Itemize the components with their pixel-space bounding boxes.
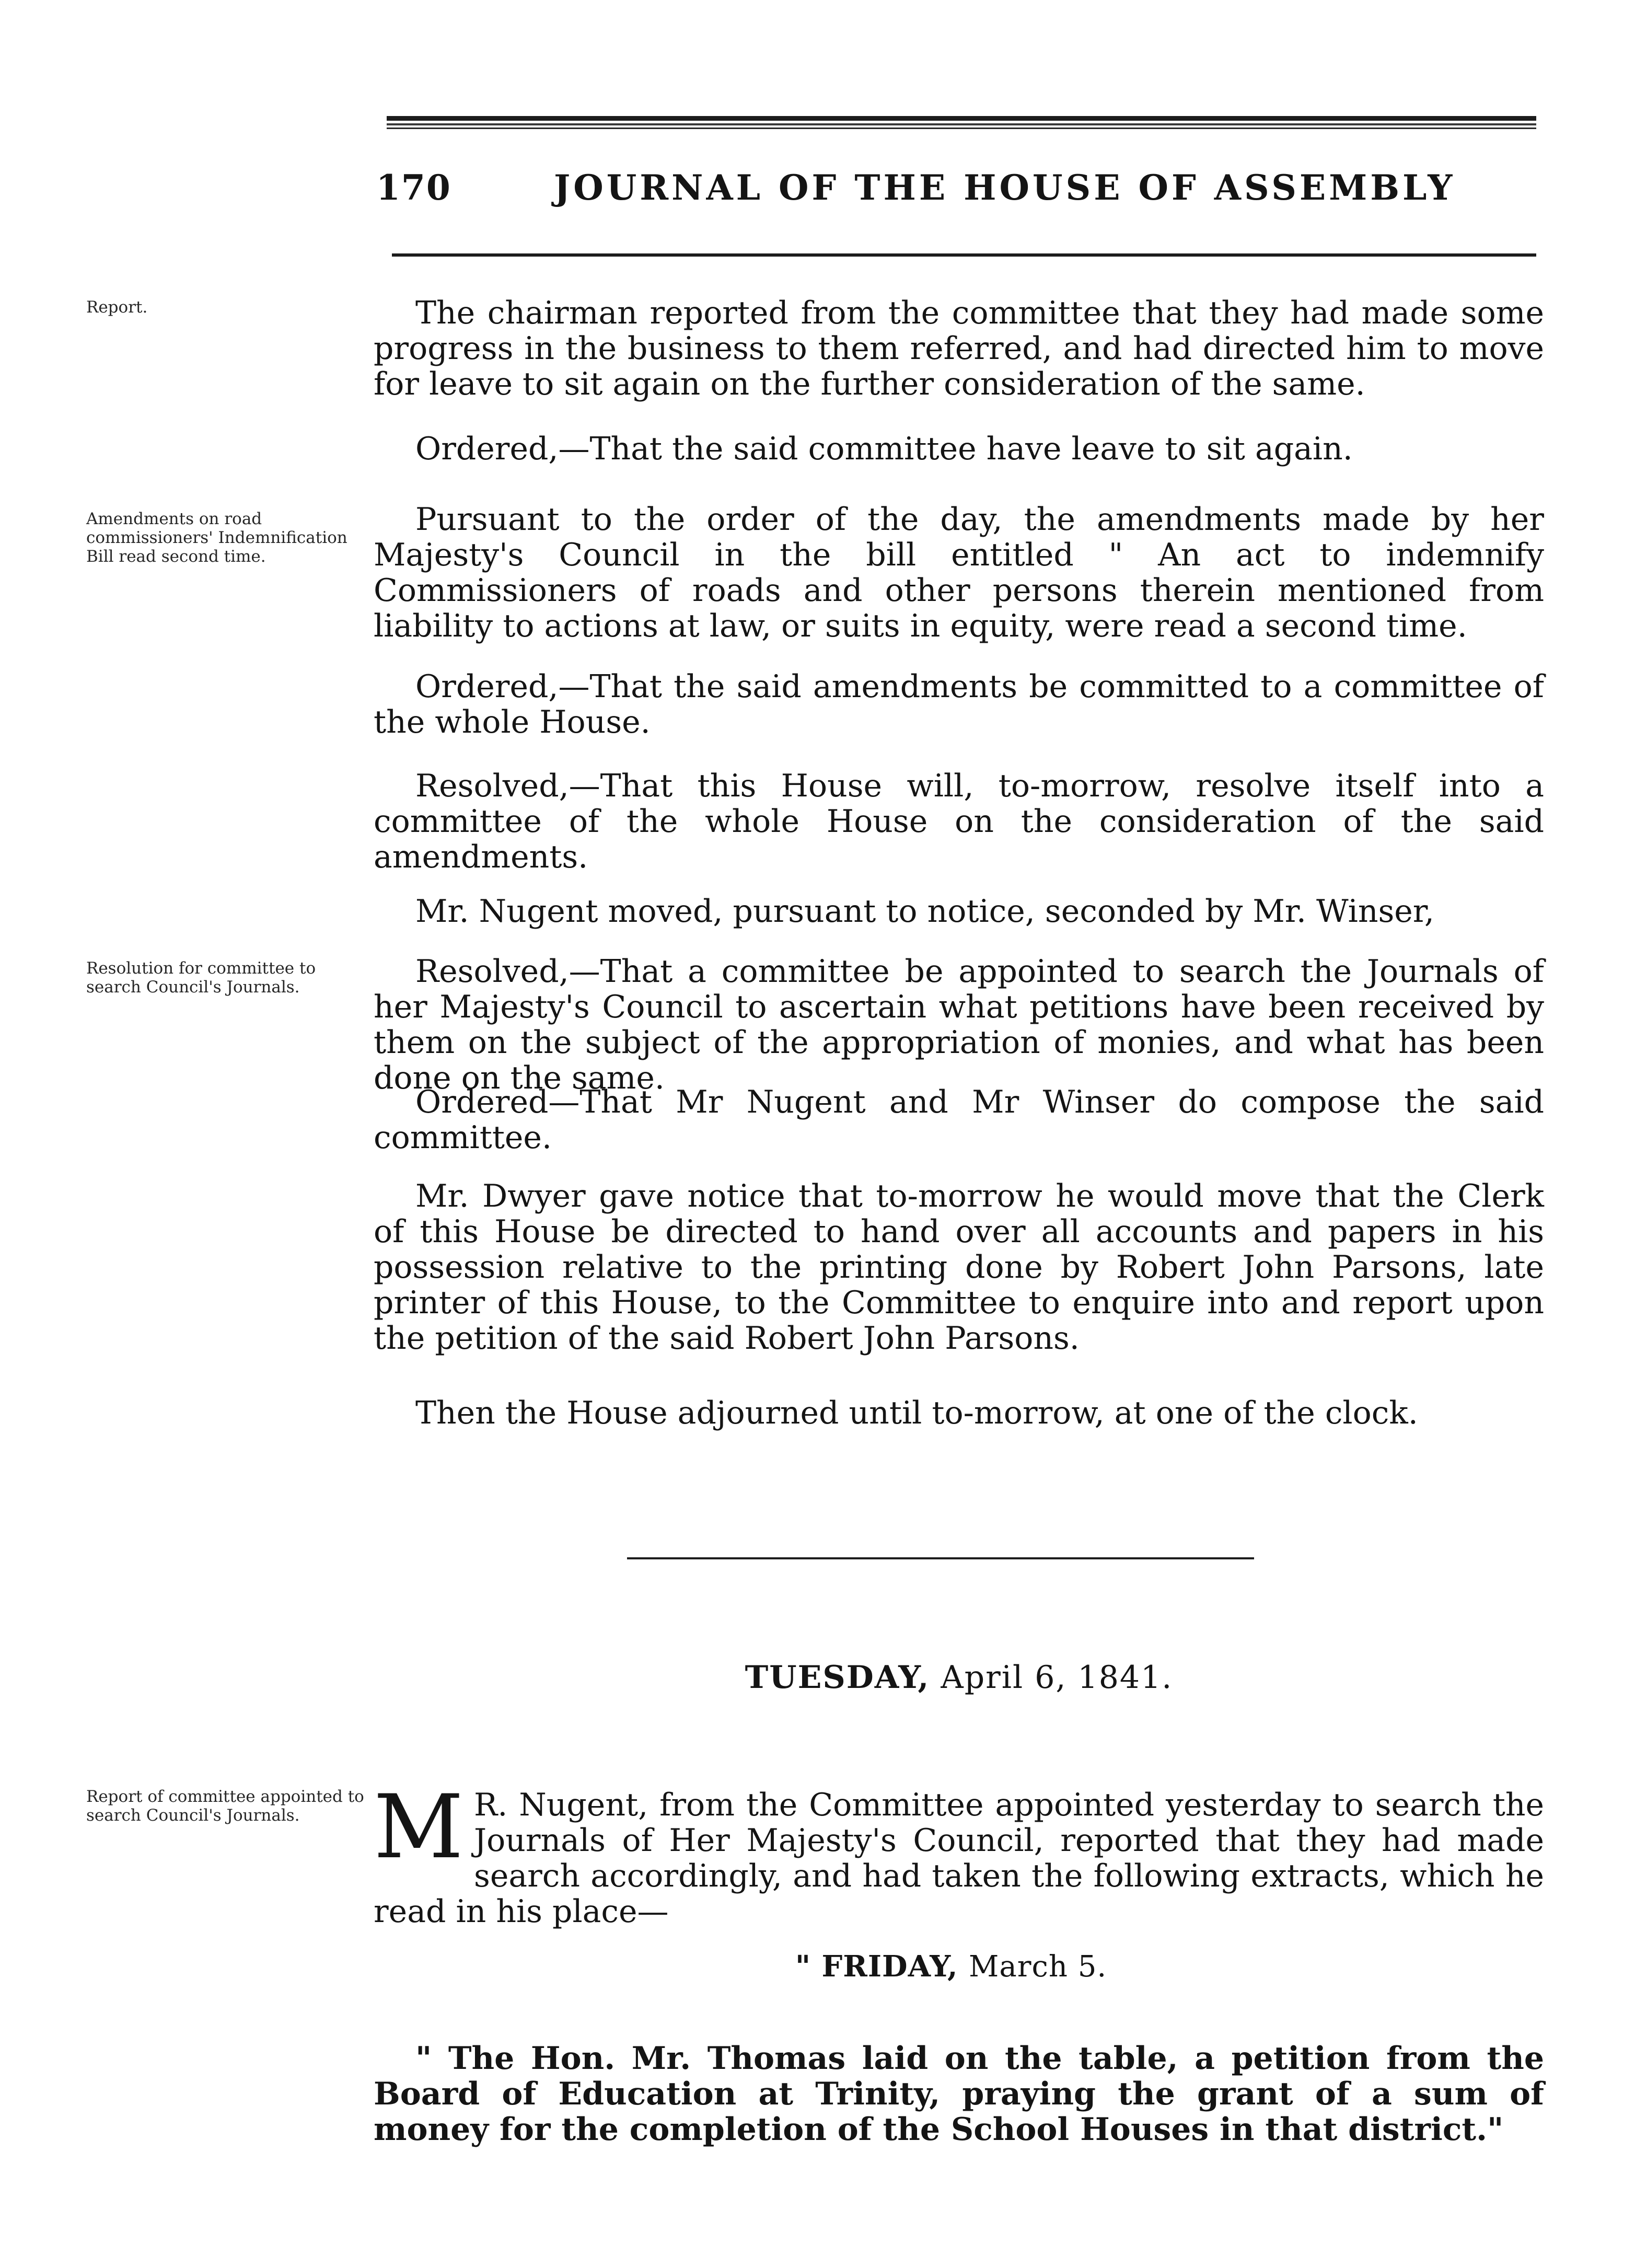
paragraph-amendments: Pursuant to the order of the day, the amendments made by her Majesty's Council in the bill entitled " An act to indemnify Commissioners of roads and other persons therein mentioned from liability to actions at law, or suits in equity, were read a second time. xyxy=(374,501,1544,644)
margin-note-resolution-search: Resolution for committee to search Council's Journals. xyxy=(86,959,316,997)
paragraph-report: The chairman reported from the committee that they had made some progress in the business to them referred, and had directed him to move for leave to sit again on the further consideration of the same. xyxy=(374,295,1544,402)
date-heading-day: TUESDAY, xyxy=(745,1659,930,1696)
page-number: 170 xyxy=(376,167,451,208)
paragraph-report-committee xyxy=(374,1776,1544,1930)
extract-heading-date: March 5. xyxy=(968,1950,1107,1984)
paragraph-ordered-committed: Ordered,—That the said amendments be committed to a committee of the whole House. xyxy=(374,668,1544,740)
paragraph-resolved-tomorrow: Resolved,—That this House will, to-morrow, resolve itself into a committee of the whole House on the consideration of the said amendments. xyxy=(374,768,1544,875)
section-divider-rule xyxy=(627,1557,1254,1559)
paragraph-dwyer-notice: Mr. Dwyer gave notice that to-morrow he would move that the Clerk of this House be directed to hand over all accounts and papers in his possession relative to the printing done by Robert John Parsons, late printer of this House, to the Committee to enquire into and report upon the petition of the said Robert John Parsons. xyxy=(374,1178,1544,1357)
date-heading xyxy=(374,1659,1544,1696)
margin-note-amendments: Amendments on road commissioners' Indemnification Bill read second time. xyxy=(86,510,347,566)
date-heading-date: April 6, 1841. xyxy=(941,1659,1173,1696)
margin-note-report-committee: Report of committee appointed to search Council's Journals. xyxy=(86,1787,364,1825)
paragraph-adjourned: Then the House adjourned until to-morrow, at one of the clock. xyxy=(415,1395,1418,1431)
paragraph-extract: " The Hon. Mr. Thomas laid on the table, a petition from the Board of Education at Trinity, praying the grant of a sum of money for the completion of the School Houses in that district." xyxy=(374,2040,1544,2148)
paragraph-resolution-search: Resolved,—That a committee be appointed to search the Journals of her Majesty's Council to ascertain what petitions have been received by them on the subject of the appropriation of monies, and what has been done on the same. xyxy=(374,953,1544,1096)
margin-note-report: Report. xyxy=(86,298,148,317)
page-header xyxy=(376,167,1547,225)
running-title: JOURNAL OF THE HOUSE OF ASSEMBLY xyxy=(554,167,1456,208)
report-committee-text: R. Nugent, from the Committee appointed yesterday to search the Journals of Her Majesty's Council, reported that they had made search accordingly, and had taken the following extracts, which he read in his place— xyxy=(374,1787,1544,1930)
paragraph-nugent-moved: Mr. Nugent moved, pursuant to notice, seconded by Mr. Winser, xyxy=(415,893,1434,930)
paragraph-ordered-compose: Ordered—That Mr Nugent and Mr Winser do compose the said committee. xyxy=(374,1084,1544,1156)
header-rule xyxy=(392,253,1536,257)
paragraph-ordered-sit-again: Ordered,—That the said committee have leave to sit again. xyxy=(415,431,1353,467)
extract-heading-day: " FRIDAY, xyxy=(795,1949,958,1984)
drop-cap-letter: M xyxy=(374,1776,464,1878)
extract-heading xyxy=(549,1949,1353,1984)
top-double-rule xyxy=(387,116,1536,130)
